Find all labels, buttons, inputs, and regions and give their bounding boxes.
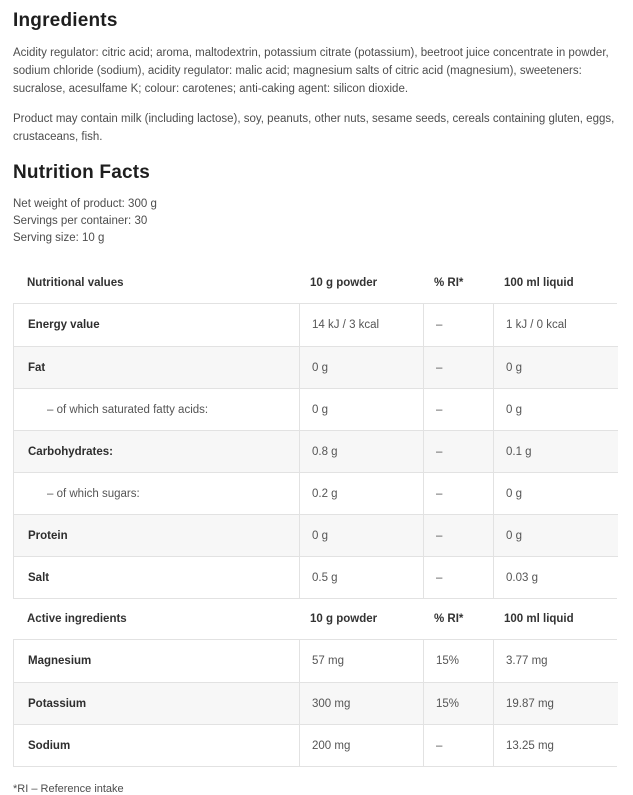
row-label: Energy value — [28, 319, 100, 331]
row-ri-value: – — [423, 515, 493, 556]
row-label: Protein — [28, 529, 68, 542]
row-powder-value: 0.8 g — [299, 431, 423, 472]
row-liquid-value: 0 g — [493, 347, 618, 388]
column-header-active-ingredients: Active ingredients — [27, 613, 127, 625]
row-liquid-value: 19.87 mg — [493, 683, 618, 724]
row-powder-value: 0 g — [299, 347, 423, 388]
table-row — [14, 304, 618, 346]
row-powder-value: 300 mg — [299, 683, 423, 724]
allergen-paragraph: Product may contain milk (including lactose), soy, peanuts, other nuts, sesame seeds, cereals containing gluten, eggs, crustaceans, fish. — [13, 113, 615, 143]
row-liquid-value: 0 g — [493, 473, 618, 514]
row-liquid-value: 0.1 g — [493, 431, 618, 472]
row-ri-value: – — [423, 473, 493, 514]
column-header-powder: 10 g powder — [310, 277, 378, 289]
column-header-powder: 10 g powder — [310, 613, 378, 625]
serving-size-line: Serving size: 10 g — [13, 232, 105, 244]
row-liquid-value: 3.77 mg — [493, 640, 618, 682]
ingredients-paragraph: Acidity regulator: citric acid; aroma, maltodextrin, potassium citrate (potassium), beetroot juice concentrate in powder, sodium chloride (sodium), acidity regulator: malic acid; magnesium salts of citric acid (magnesium), sweeteners: sucralose, acesulfame K; colour: carotenes; anti-caking agent: silicon dioxide. — [13, 47, 609, 95]
table-row — [14, 346, 618, 388]
row-powder-value: 0 g — [299, 515, 423, 556]
row-liquid-value: 0 g — [493, 389, 618, 430]
serving-meta-block — [13, 196, 617, 247]
table-row — [14, 430, 618, 472]
column-header-liquid: 100 ml liquid — [504, 613, 574, 625]
row-liquid-value: 0 g — [493, 515, 618, 556]
row-ri-value: – — [423, 431, 493, 472]
reference-intake-footnote: *RI – Reference intake — [13, 783, 124, 795]
active-ingredients-header-row — [13, 599, 617, 639]
table-row — [14, 682, 618, 724]
row-ri-value: – — [423, 389, 493, 430]
row-label: Potassium — [28, 697, 87, 710]
table-row — [14, 514, 618, 556]
row-label: – of which sugars: — [47, 487, 140, 500]
row-liquid-value: 0.03 g — [493, 557, 618, 598]
row-label: Fat — [28, 361, 46, 374]
table-row — [14, 388, 618, 430]
nutritional-values-table — [13, 303, 617, 599]
row-ri-value: – — [423, 557, 493, 598]
column-header-ri: % RI* — [434, 613, 464, 625]
row-label: – of which saturated fatty acids: — [47, 403, 209, 416]
row-powder-value: 0 g — [299, 389, 423, 430]
row-liquid-value: 13.25 mg — [493, 725, 618, 766]
ingredients-title: Ingredients — [13, 10, 118, 31]
row-ri-value: 15% — [423, 640, 493, 682]
table-row — [14, 724, 618, 766]
nutritional-values-header-row — [13, 263, 617, 303]
nutrition-facts-title: Nutrition Facts — [13, 162, 151, 183]
table-row — [14, 472, 618, 514]
row-powder-value: 0.5 g — [299, 557, 423, 598]
column-header-nutritional-values: Nutritional values — [27, 277, 124, 289]
column-header-liquid: 100 ml liquid — [504, 277, 574, 289]
row-label: Carbohydrates: — [28, 445, 113, 458]
row-powder-value: 57 mg — [299, 640, 423, 682]
active-ingredients-table — [13, 639, 617, 767]
column-header-ri: % RI* — [434, 277, 464, 289]
row-ri-value: – — [423, 304, 493, 346]
row-powder-value: 200 mg — [299, 725, 423, 766]
row-ri-value: – — [423, 725, 493, 766]
row-powder-value: 0.2 g — [299, 473, 423, 514]
row-ri-value: 15% — [423, 683, 493, 724]
table-row — [14, 640, 618, 682]
row-liquid-value: 1 kJ / 0 kcal — [493, 304, 618, 346]
row-label: Magnesium — [28, 655, 92, 667]
servings-per-container-line: Servings per container: 30 — [13, 215, 148, 227]
table-row — [14, 556, 618, 598]
row-label: Sodium — [28, 739, 71, 752]
row-ri-value: – — [423, 347, 493, 388]
net-weight-line: Net weight of product: 300 g — [13, 198, 157, 210]
row-label: Salt — [28, 571, 50, 584]
row-powder-value: 14 kJ / 3 kcal — [299, 304, 423, 346]
